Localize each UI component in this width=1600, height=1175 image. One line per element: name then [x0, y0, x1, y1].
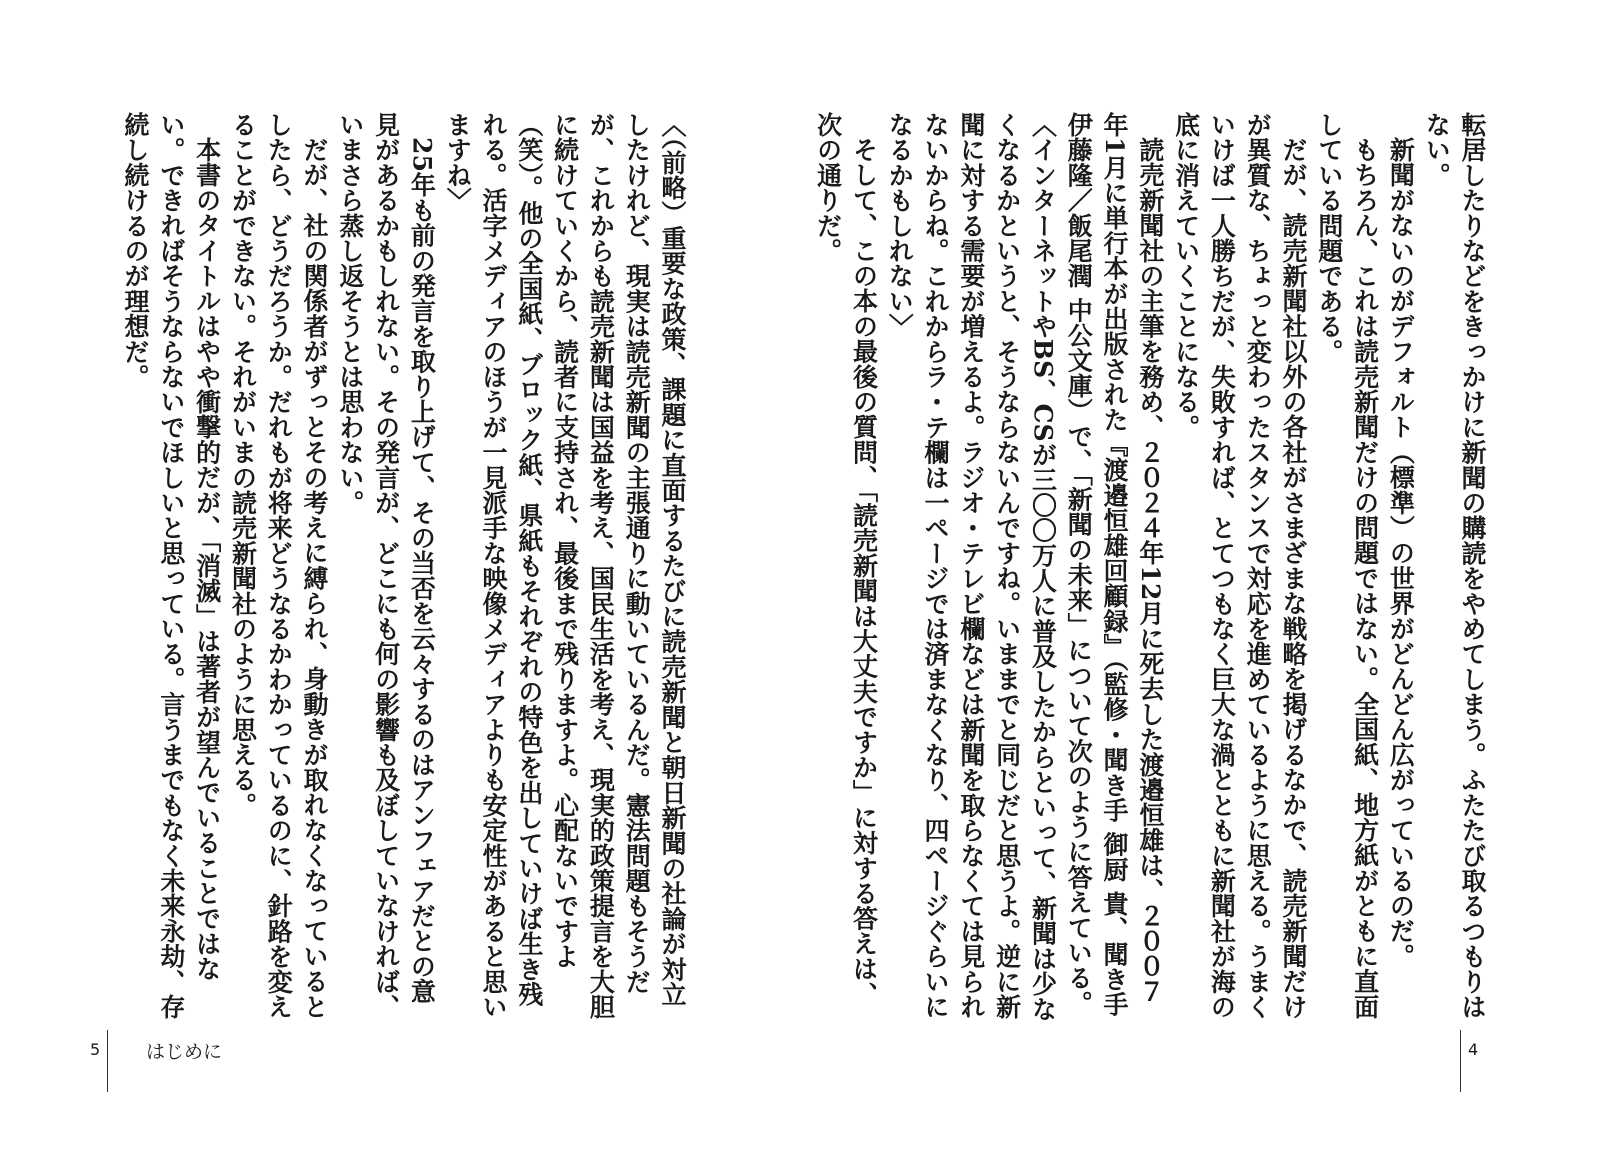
running-head: はじめに	[146, 1041, 223, 1063]
page-number-left: 5	[90, 1040, 101, 1059]
right-paragraph: もちろん、これは読売新聞だけの問題ではない。全国紙、地方紙がともに直面している問題である。	[1314, 112, 1380, 1019]
folio-rule-right	[1460, 1030, 1461, 1092]
right-paragraph: 転居したりなどをきっかけに新聞の購読をやめてしまう。ふたたび取るつもりはない。	[1422, 112, 1487, 1020]
right-page-body	[813, 112, 1490, 1022]
left-page-body	[100, 112, 690, 1022]
page-number-right: 4	[1468, 1040, 1479, 1059]
left-paragraph: 本書のタイトルはやや衝撃的だが、「消滅」は著者が望んでいることではない。できればそうならないでほしいと思っている。言うまでもなく未来永劫、存続し続けるのが理想だ。	[121, 112, 222, 1020]
right-paragraph: 読売新聞社の主筆を務め、２０２４年12月に死去した渡邉恒雄は、２００７年1月に単行本が出版された『渡邉恒雄回顧録』（監修・聞き手 御厨 貴、聞き手 伊藤隆／飯尾潤 中公文庫）で、「新聞の未来」について次のように答えている。	[1064, 112, 1165, 1017]
right-paragraph: そして、この本の最後の質問、「読売新聞は大丈夫ですか」に対する答えは、次の通りだ。	[813, 112, 879, 1007]
left-paragraph: 25年も前の発言を取り上げて、その当否を云々するのはアンフェアだとの意見があるかもしれない。その発言が、どこにも何の影響も及ぼしていなければ、いまさら蒸し返そうとは思わない。	[335, 112, 437, 1020]
folio-rule-left	[107, 1030, 108, 1092]
right-paragraph: 新聞がないのがデフォルト（標準）の世界がどんどん広がっているのだ。	[1386, 137, 1416, 969]
left-paragraph: 〈（前略）重要な政策、課題に直面するたびに読売新聞と朝日新聞の社論が対立したけれど、現実は読売新聞の主張通りに動いているんだ。憲法問題もそうだが、これからも読売新聞は国益を考え、国民生活を考え、現実的政策提言を大胆に続けていくから、読者に支持され、最後まで残りますよ。心配ないですよ（笑）。他の全国紙、ブロック紙、県紙もそれぞれの特色を出していけば生き残れる。活字メディアのほうが一見派手な映像メディアよりも安定性があると思いますね〉	[443, 112, 687, 1020]
right-paragraph: だが、読売新聞社以外の各社がさまざまな戦略を掲げるなかで、読売新聞だけが異質な、ちょっと変わったスタンスで対応を進めているように思える。うまくいけば一人勝ちだが、失敗すれば、とてつもなく巨大な渦とともに新聞社が海の底に消えていくことになる。	[1171, 112, 1309, 1020]
left-paragraph: だが、社の関係者がずっとその考えに縛られ、身動きが取れなくなっているとしたら、どうだろうか。だれもが将来どうなるかわかっているのに、針路を変えることができない。それがいまの読売新聞社のように思える。	[228, 112, 330, 1020]
right-paragraph: 〈インターネットやBS、CSが三〇〇万人に普及したからといって、新聞は少なくなるかというと、そうならないんですね。いままでと同じだと思うよ。逆に新聞に対する需要が増えるよ。ラジオ・テレビ欄などは新聞を取らなくては見られないからね。これからラ・テ欄は一ページでは済まなくなり、四ページぐらいになるかもしれない〉	[885, 112, 1058, 1022]
